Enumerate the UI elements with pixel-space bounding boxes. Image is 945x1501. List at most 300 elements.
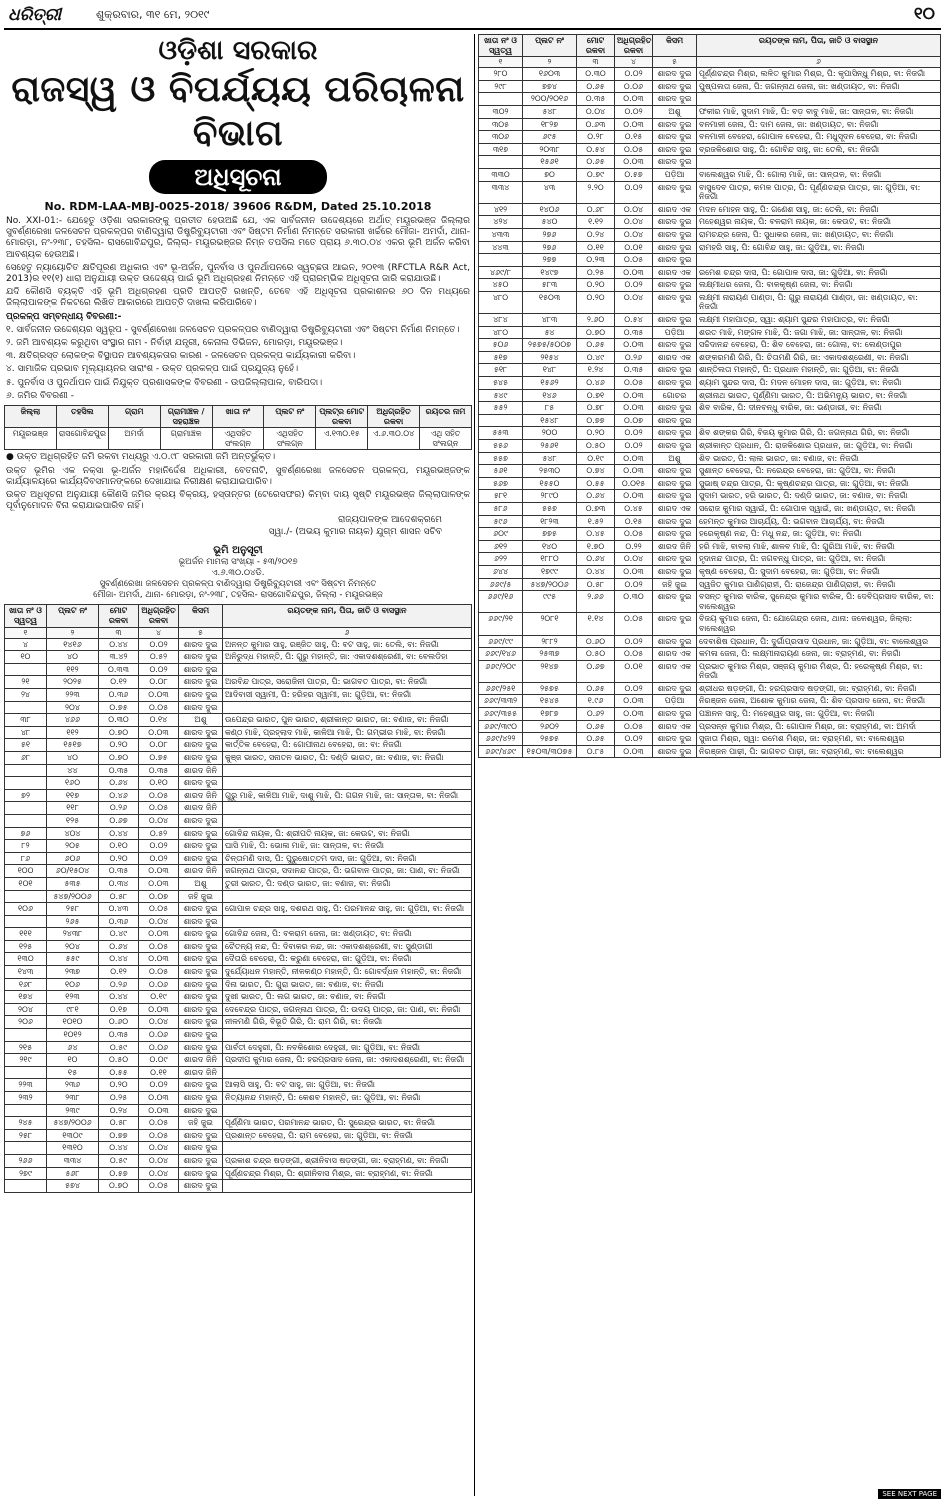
table-cell: ଶାରଦ ଦୁଇ (179, 1092, 223, 1105)
table-cell: ୪୮ (5, 726, 47, 739)
table-row (479, 254, 941, 267)
table-cell: ସୁଭାଷ୍ ଚନ୍ଦ୍ର ପାତ୍ର, ପି: କୃଷ୍ଣଚନ୍ଦ୍ର ପାତ୍ର, ଜା: ଗୁଡ଼ିଆ, ବା: ନିଜଗାଁ (697, 477, 941, 490)
table-cell: ୧୭୯୯ (523, 565, 577, 578)
table-cell: ୪୨୪ (479, 216, 523, 229)
table-cell: ୦.୨୪ (577, 228, 615, 241)
table-cell: ୦.୩୫ (139, 764, 179, 777)
notice-para-2: ସେହେତୁ ନ୍ୟାୟୋଚିତ କ୍ଷତିପୂରଣ ଅଧିକାର ଏବଂ ଭୂ-ଅର୍ଜନ, ପୁନର୍ବାସ ଓ ପୁନର୍ଥାପନରେ ସ୍ୱଚ୍ଛତା ଆଇନ, ୨୦୧୩ (RFCTLA R&R Act, 2013)ର ୧୧(୧) ଧାରା ଅନୁଯାୟୀ ଉକ୍ତ ଉଦ୍ଦେଶ୍ୟ ପାଇଁ ଭୂମି ଅଧିଗ୍ରହଣ ନିମନ୍ତେ ଏହି ପ୍ରାରମ୍ଭିକ ଅଧିସୂଚନା ଜାରି କରାଯାଉଛି। (6, 262, 470, 285)
table-cell: ୦.୧୯ (577, 452, 615, 465)
table-row (479, 326, 941, 339)
table-cell: ୧୦ (5, 651, 47, 664)
table-cell: ୩୧୭ (479, 143, 523, 156)
info-cell: ଏଥିସହିତ ସଂଲଗ୍ନ (264, 428, 316, 450)
table-cell: ୦.୦୪ (577, 105, 615, 118)
table-cell: ୭୭୫ (523, 528, 577, 541)
table-cell: ୦.୫୫ (577, 477, 615, 490)
table-cell: ୫୬୮ (47, 1167, 99, 1180)
table-cell: ୫୪୦ (523, 216, 577, 229)
table-cell: ଅଶୁ (179, 714, 223, 727)
table-row (479, 452, 941, 465)
table-cell: ଶାରଦ ଦୁଇ (179, 915, 223, 928)
table-cell: ଶିବ ଭାରତ, ପି: ଲାଲ ଭାରତ, ଜା: ବଣାଜ, ବା: ନିଜଗାଁ (697, 452, 941, 465)
table-row (5, 651, 472, 664)
table-row (479, 427, 941, 440)
table-cell: ୦.୦୪ (139, 1142, 179, 1155)
table-row (479, 682, 941, 695)
table-cell: ୦.୦୮ (139, 739, 179, 752)
table-cell: ୦.୦୮ (139, 676, 179, 689)
table-cell: ୦.୧୧ (139, 1066, 179, 1079)
table-row (5, 865, 472, 878)
column-header: କିସମ (179, 605, 223, 627)
table-cell: ଶାରଦ ଦୁଇ (653, 254, 697, 267)
table-cell: ୦.୩୫ (99, 764, 139, 777)
table-row (5, 877, 472, 890)
table-cell: ୦.୪୯ (577, 351, 615, 364)
table-cell: ଶାରଦ ଦୁଇ (653, 414, 697, 427)
table-cell: ୧୪୯୭ (523, 266, 577, 279)
table-cell (5, 814, 47, 827)
table-cell: ଶାରଦ ଦୁଇ (179, 928, 223, 941)
table-row (5, 739, 472, 752)
table-cell: ୦.୫୦ (577, 648, 615, 661)
table-cell: ୦.୦୨ (615, 279, 653, 292)
table-cell: ୬୮ (5, 751, 47, 764)
table-cell: ୬୬୯/୯୯ (479, 635, 523, 648)
table-row (5, 1142, 472, 1155)
table-cell: ୦.୫୮ (99, 890, 139, 903)
info-cell: ଅଧିଗ୍ରହିତ ରକବା (368, 406, 420, 428)
table-cell: ଶାରଦ ଦୁଇ (179, 953, 223, 966)
table-cell: ଅଶୁ (179, 877, 223, 890)
table-cell: ୨୨୩ (5, 1079, 47, 1092)
table-cell: ୦.୦୫ (139, 701, 179, 714)
table-cell: ୦.୭୩ (577, 502, 615, 515)
table-cell: ୬୬୯/୨୧ (479, 613, 523, 635)
table-cell: ଅନିରୁଦ୍ଧ ମହାନ୍ତି, ପି: ଗୁରୁ ମହାନ୍ତି, ଜା: ଏକାଦଶଶ୍ରେଣୀ, ବା: ବେଲଡିହା (223, 651, 472, 664)
column-header: ମୋଟ ରକବା (99, 605, 139, 627)
table-cell: ୧୦ (47, 1054, 99, 1067)
table-cell: ୦.୦୫ (615, 528, 653, 541)
table-cell: ୨୭୯ (5, 1167, 47, 1180)
table-cell: ୧.୧୪ (577, 613, 615, 635)
table-cell: ମଦନ ମୋହନ ସାହୁ, ପି: ଗଣେଶ ସାହୁ, ଜା: ତେଲି, ବା: ନିଜଗାଁ (697, 203, 941, 216)
column-header: ଖାତା ନଂ ଓ ସ୍ୱତ୍ୱ (5, 605, 47, 627)
table-cell: ୧୮୮୦ (523, 553, 577, 566)
table-cell: ୧୦୬ (5, 903, 47, 916)
column-header: ରୟତଙ୍କ ନାମ, ପିତା, ଜାତି ଓ ବାସସ୍ଥାନ (223, 605, 472, 627)
info-cell: ଏଥିସହିତ ସଂଲଗ୍ନ (212, 428, 264, 450)
table-cell: ୦.୪୪ (99, 1142, 139, 1155)
table-cell: ୨୫୬୧ (523, 440, 577, 453)
table-cell: ୦.୦୩ (615, 402, 653, 415)
table-cell: ୨୭୬ (523, 228, 577, 241)
column-number: ୩ (577, 57, 615, 68)
table-row (479, 203, 941, 216)
column-number: ୫ (179, 627, 223, 638)
table-cell: ୫୧୭ (479, 351, 523, 364)
table-cell: ୦.୦୪ (615, 291, 653, 313)
table-row (5, 852, 472, 865)
table-row (479, 156, 941, 169)
table-cell: ୨୩୯ (47, 1104, 99, 1117)
table-cell: ୦.୦୫ (615, 254, 653, 267)
table-row (479, 440, 941, 453)
table-cell: ୦.୦୫ (615, 648, 653, 661)
table-cell: ଶାନ୍ତିଲତା ମହାନ୍ତି, ପି: ପ୍ରଧାନ ମହାନ୍ତି, ଜା: ଗୁଡ଼ିଆ, ବା: ନିଜଗାଁ (697, 364, 941, 377)
table-cell: ପଞ୍ଚାନନ ସାହୁ, ପି: ମହେଶ୍ୱର ସାହୁ, ଜା: ଗୁଡ଼ିଆ, ବା: ନିଜଗାଁ (697, 708, 941, 721)
table-cell: ୧୦୧ (5, 877, 47, 890)
table-cell: ୦.୦୫ (139, 903, 179, 916)
table-cell: ଲକ୍ଷ୍ମୀ ମହାପାତ୍ର, ସ୍ୱା: ଶ୍ୟାମ ସୁନ୍ଦର ମହାପାତ୍ର, ବା: ନିଜଗାଁ (697, 314, 941, 327)
table-cell: ଶାରଦ ଏକ (653, 502, 697, 515)
table-cell: ୦.୦୨ (615, 733, 653, 746)
table-cell: ୬୬୯/୪୨୨ (479, 733, 523, 746)
table-cell: ଶାରଦ ଦୁଇ (179, 827, 223, 840)
table-cell: ଶାରଦ ଦୁଇ (653, 745, 697, 758)
table-cell: ପ୍ରସନ୍ନ କୁମାର ମିଶ୍ର, ପି: ଗୋପାଳ ମିଶ୍ର, ଜା: ବ୍ରାହ୍ମଣ, ବା: ଅମର୍ଦା (697, 720, 941, 733)
table-cell: ୨୦୬ (5, 1016, 47, 1029)
table-cell: ୦.୫୭ (99, 1167, 139, 1180)
table-cell: ନୀଳମଣି ଗିରି, ବିଭୂତି ଗିରି, ପି: ରାମ ଗିରି, ବା: ନିଜଗାଁ (223, 1016, 472, 1029)
table-cell: ଘାସି ମାଝି, ପି: ଭୋଳା ମାଝି, ଜା: ସାନ୍ତାଳ, ବା: ନିଜଗାଁ (223, 840, 472, 853)
table-cell: ୦.୦୩ (139, 877, 179, 890)
table-cell: ୦.୦୭ (615, 414, 653, 427)
table-cell: ୫୪୯ (479, 389, 523, 402)
table-row (479, 351, 941, 364)
table-cell: ୦.୫୮ (99, 1117, 139, 1130)
table-cell: ୦.୫୨ (139, 827, 179, 840)
table-cell: ୦.୦୩ (139, 1092, 179, 1105)
table-cell: ପଡ଼ିଆ (653, 695, 697, 708)
table-cell: ଶାରଦ ଦୁଇ (179, 1142, 223, 1155)
table-cell: ଶିବ ଶଙ୍କର ଗିରି, ବିଜୟ କୁମାର ଗିରି, ପି: ଜଗନ୍ନାଥ ଗିରି, ବା: ନିଜଗାଁ (697, 427, 941, 440)
table-cell: ସୁଜାତା ମିଶ୍ର, ସ୍ୱା: ରମେଶ ମିଶ୍ର, ଜା: ବ୍ରାହ୍ମଣ, ବା: ବାଲେଶ୍ୱର (697, 733, 941, 746)
table-cell: ଶାରଦ ଦୁଇ (653, 591, 697, 613)
table-cell: ୦.୦୩ (139, 928, 179, 941)
table-cell: ୦.୬୦ (577, 635, 615, 648)
table-cell: ପୂର୍ଣ୍ଣିମା ଭାରତ, ପରମାନନ୍ଦ ଭାରତ, ପି: ସୁରେନ୍ଦ୍ର ଭାରତ, ବା: ନିଜଗାଁ (223, 1117, 472, 1130)
info-cell: ରାସଗୋବିନ୍ଦପୁର (56, 428, 108, 450)
table-cell: ୧୩୦ (5, 953, 47, 966)
table-cell: ୨୬୦୨ (523, 720, 577, 733)
table-cell: ହରେକୃଷ୍ଣ ନନ୍ଦ, ପି: ମଧୁ ନନ୍ଦ, ଜା: ଗୁଡ଼ିଆ, ବା: ନିଜଗାଁ (697, 528, 941, 541)
table-cell: ଶାରଦ ଦୁଇ (179, 1129, 223, 1142)
table-cell: ୦.୩୦ (99, 714, 139, 727)
table-cell: ୦.୫୫ (99, 1066, 139, 1079)
table-cell: ଶିବ ବାରିକ, ପି: ଦୀନବନ୍ଧୁ ବାରିକ, ଜା: ଭଣ୍ଡାରୀ, ବା: ନିଜଗାଁ (697, 402, 941, 415)
table-cell: ଶାରଦ ଦୁଇ (653, 118, 697, 131)
table-cell: ୫୪୭/୨୦୦୬ (523, 578, 577, 591)
schedule-line-3: ସୁବର୍ଣ୍ଣରେଖା ଜଳସେଚନ ପ୍ରକଳ୍ପ ବାଣିଦ୍ୱାରା ଡିଷ୍ଟ୍ରିବ୍ୟୁଟାରୀ ଏବଂ ସିଷ୍ଟମ ନିମନ୍ତେ (99, 579, 377, 590)
table-cell: ୩.୪୨ (99, 651, 139, 664)
table-cell: ୨୫୩୭ (523, 648, 577, 661)
table-cell: ୨୧୫୪ (523, 351, 577, 364)
table-cell: ଅଶୁ (653, 452, 697, 465)
table-cell: ଗୋବିନ୍ଦ ଜେନା, ପି: ବଳରାମ ଜେନା, ଜା: ଖଣ୍ଡାୟତ, ବା: ନିଜଗାଁ (223, 928, 472, 941)
table-cell: ୪୪୩ (479, 241, 523, 254)
table-cell: ୦.୦୨ (139, 840, 179, 853)
table-cell: ୦.୦୫ (615, 377, 653, 390)
table-cell: ୪୬୯/୮ (479, 266, 523, 279)
table-cell: ୫୫୭ (479, 452, 523, 465)
column-number: ୪ (615, 57, 653, 68)
table-cell: ୦.୦୬ (139, 1041, 179, 1054)
table-cell (223, 814, 472, 827)
table-cell: ଶାରଦ ଦୁଇ (179, 1154, 223, 1167)
table-cell: ଦେବାଶିଷ ପ୍ରଧାନ, ପି: ଦୁର୍ଗାପ୍ରସାଦ ପ୍ରଧାନ, ଜା: ଗୁଡ଼ିଆ, ବା: ବାଲେଶ୍ୱର (697, 635, 941, 648)
table-cell: ସୁଶାନ୍ତ ବେହେରା, ପି: ନରେନ୍ଦ୍ର ବେହେରା, ଜା: ଗୁଡ଼ିଆ, ବା: ନିଜଗାଁ (697, 465, 941, 478)
column-header: ପ୍ଲଟ ନଂ (47, 605, 99, 627)
table-cell: ଜହି ଜୁଇ (653, 578, 697, 591)
table-cell: ଶାରଦ ଦୁଇ (179, 852, 223, 865)
table-cell: ୨୮୮୨ (523, 635, 577, 648)
table-cell: କୃଷ୍ଣ ବେହେରା, ପି: ସୁଦାମ ବେହେରା, ଜା: ଗୁଡ଼ିଆ, ବା: ନିଜଗାଁ (697, 565, 941, 578)
table-row (479, 490, 941, 503)
dept-title: ରାଜସ୍ୱ ଓ ବିପର୍ଯ୍ୟୟ ପରିଚାଳନା ବିଭାଗ (11, 69, 465, 154)
table-cell: କଣ୍ଠ ମାଝି, ପ୍ରହ୍ଲାଦ ମାଝି, କାଳିଆ ମାଝି, ପି: ଗମ୍ଭୀର ମାଝି, ବା: ନିଜଗାଁ (223, 726, 472, 739)
table-cell: ୦.୦୩ (615, 708, 653, 721)
table-cell: ଶଙ୍କରମଣି ଗିରି, ପି: ଚିତାମଣି ଗିରି, ଜା: ଏକାଦଶଶ୍ରେଣୀ, ବା: ନିଜଗାଁ (697, 351, 941, 364)
signature-line-2: ସ୍ୱା./- (ଅଭୟ କୁମାର ନାୟକ) ଯୁଗ୍ମ ଶାସନ ସଚିବ (268, 527, 442, 538)
table-cell: ୨୩୭ (47, 966, 99, 979)
masthead: ଧରିତ୍ରୀ (8, 5, 62, 25)
table-cell: ୦.୦୩ (139, 726, 179, 739)
table-cell: ଶାରଦ ଦୁଇ (653, 314, 697, 327)
table-cell: ୦.୦୫ (615, 720, 653, 733)
table-cell: ଶାରଦ ଦୁଇ (179, 1180, 223, 1193)
table-cell: ଶାରଦ ଦୁଇ (653, 465, 697, 478)
table-cell: ସୁଦାମ ଭାରତ, ହରି ଭାରତ, ପି: ଦଣ୍ଡି ଭାରତ, ଜା: ବଣାଜ, ବା: ନିଜଗାଁ (697, 490, 941, 503)
table-cell: ୨୦୦/୨୦୧୬ (523, 93, 577, 106)
table-cell: ଚୈତନ୍ୟ ନନ୍ଦ, ପି: ଦିବାକର ନନ୍ଦ, ଜା: ଏକାଦଶଶ୍ରେଣୀ, ବା: ସୁଣ୍ଡାଗୀ (223, 940, 472, 953)
table-cell: ୦.୪୫ (615, 502, 653, 515)
table-cell: ଗୋବିନ୍ଦ ନାୟକ, ପି: ଶ୍ରୀପତି ନାୟକ, ଜା: କେଉଟ, ବା: ନିଜଗାଁ (223, 827, 472, 840)
table-cell: ଶାରଦ ଦୁଇ (653, 440, 697, 453)
table-cell: ୦.୨୦ (99, 739, 139, 752)
table-cell: ଶାରଦ ଦୁଇ (179, 1016, 223, 1029)
table-cell: ୦.୦୨ (615, 440, 653, 453)
table-cell: ଶାରଦ ଦୁଇ (179, 840, 223, 853)
table-cell: ୦.୨୦ (577, 427, 615, 440)
table-cell: ୦.୦୪ (615, 553, 653, 566)
table-cell: ଶାରଦ ଦୁଇ (179, 1003, 223, 1016)
table-row (479, 228, 941, 241)
column-header: ମୋଟ ରକବା (577, 35, 615, 57)
table-cell: ଶାରଦ ଦୁଇ (653, 733, 697, 746)
table-row (5, 1167, 472, 1180)
table-cell: ଶାରଦ ଦୁଇ (179, 903, 223, 916)
table-cell: ୦.୩୫ (577, 93, 615, 106)
table-cell: ୦.୧୦ (99, 840, 139, 853)
table-cell (697, 156, 941, 169)
table-cell: ୦.୦୩ (615, 565, 653, 578)
table-cell: ୦.୬୫ (577, 733, 615, 746)
table-cell: ୦.୦୨ (615, 578, 653, 591)
table-row (5, 1041, 472, 1054)
table-cell: ୦.୦୩ (615, 490, 653, 503)
table-cell: ୦.୬୪ (577, 553, 615, 566)
table-cell: ଶାରଦ ଏକ (653, 660, 697, 682)
table-cell: ୦.୦୨ (139, 638, 179, 651)
project-item: ୬. ଜମିର ବିବରଣୀ - (6, 390, 74, 401)
info-cell: ମୟୂରଭଞ୍ଜ (5, 428, 57, 450)
table-cell: ୬୬୯/୩୩୨ (479, 695, 523, 708)
project-item: ୫. ପୁନର୍ବାସ ଓ ପୁନର୍ଥାପନ ପାଇଁ ନିଯୁକ୍ତ ପ୍ରଶାସକଙ୍କ ବିବରଣୀ - ଉପଜିଲ୍ଲାପାଳ, ବାରିପଦା। (6, 377, 323, 388)
table-row (5, 966, 472, 979)
table-cell: ୨୧୪୭ (523, 660, 577, 682)
table-cell: ୦.୦୫ (139, 789, 179, 802)
table-cell: ୧୫୬୨ (523, 377, 577, 390)
table-cell (223, 1180, 472, 1193)
table-cell: ୨୬୫ (47, 915, 99, 928)
table-cell: ୦.୫୯ (99, 1154, 139, 1167)
table-cell: ୦.୫୨ (139, 651, 179, 664)
table-cell: ଶାରଦ ଦୁଇ (653, 80, 697, 93)
table-cell: ଗୋପାଳ ଚନ୍ଦ୍ର ସାହୁ, ଦଶରଥ ସାହୁ, ପି: ପରମାନନ୍ଦ ସାହୁ, ଜା: ଗୁଡ଼ିଆ, ବା: ନିଜଗାଁ (223, 903, 472, 916)
table-cell: ଦୁଖୀ ଭାରତ, ପି: ଲଗ ଭାରତ, ଜା: ବଣାଜ, ବା: ନିଜଗାଁ (223, 991, 472, 1004)
table-row (5, 1054, 472, 1067)
table-row (479, 414, 941, 427)
table-cell: ୨୪୩୮ (47, 928, 99, 941)
table-row (479, 105, 941, 118)
table-cell: ୧୧୭ (47, 789, 99, 802)
table-cell: ୦.୦୩ (615, 339, 653, 352)
table-cell: ଚିନ୍ତାମଣି ଦାସ, ପି: ପୁରୁଷୋତ୍ତମ ଦାସ, ଜା: ଗୁଡ଼ିଆ, ବା: ନିଜଗାଁ (223, 852, 472, 865)
table-row (479, 168, 941, 181)
table-cell: ପୂର୍ଣ୍ଣଚନ୍ଦ୍ର ମିଶ୍ର, ପି: ଶ୍ରୀନିବାସ ମିଶ୍ର, ଜା: ବ୍ରାହ୍ମଣ, ବା: ନିଜଗାଁ (223, 1167, 472, 1180)
table-cell: ୦.୬୫ (577, 339, 615, 352)
table-cell: ୪୩୩ (479, 228, 523, 241)
table-row (5, 802, 472, 815)
table-cell (223, 764, 472, 777)
table-cell: ୩୦୨ (479, 105, 523, 118)
table-cell: ୫୮୩ (523, 279, 577, 292)
table-cell: ନିତ୍ୟାନନ୍ଦ ମହାନ୍ତି, ପି: କେଶବ ମହାନ୍ତି, ଜା: ଗୁଡ଼ିଆ, ବା: ନିଜଗାଁ (223, 1092, 472, 1105)
table-cell (5, 764, 47, 777)
table-cell (5, 1142, 47, 1155)
table-cell: ୦.୨୦ (577, 291, 615, 313)
table-cell: ୦.୬୫ (577, 156, 615, 169)
table-cell: ଶାରଦ ଦୁଇ (179, 978, 223, 991)
table-cell: ୨୫୭୫ (523, 682, 577, 695)
table-cell: ଶାରଦ ଦୁଇ (179, 651, 223, 664)
table-row (479, 733, 941, 746)
table-cell: ୦.୪୪ (99, 638, 139, 651)
table-row (479, 216, 941, 229)
table-cell (223, 890, 472, 903)
table-cell: ଦୁର୍ଯ୍ୟୋଧନ ମହାନ୍ତି, ନୀଳକଣ୍ଠ ମହାନ୍ତି, ପି: ଗୋବର୍ଦ୍ଧନ ମହାନ୍ତି, ବା: ନିଜଗାଁ (223, 966, 472, 979)
table-cell: ପ୍ରଶାନ୍ତ ବେହେରା, ପି: ରାମ ବେହେରା, ଜା: ଗୁଡ଼ିଆ, ବା: ନିଜଗାଁ (223, 1129, 472, 1142)
table-cell: ହେମନ୍ତ କୁମାର ଆଚାର୍ଯ୍ୟ, ପି: ଭଗବାନ ଆଚାର୍ଯ୍ୟ, ବା: ନିଜଗାଁ (697, 515, 941, 528)
table-cell (479, 156, 523, 169)
table-cell (223, 1142, 472, 1155)
table-cell: ୫୮୧ (479, 490, 523, 503)
table-cell: ୫୯୬ (479, 515, 523, 528)
table-cell: ୧୧୨ (47, 663, 99, 676)
table-row (479, 502, 941, 515)
table-cell: ଅଶୁ (653, 105, 697, 118)
table-cell: ୪୩ (523, 181, 577, 203)
table-cell: ଅନନ୍ତ କୁମାର ସାହୁ, ରଞ୍ଜିତ ସାହୁ, ପି: ବଟ ସାହୁ, ଜା: ତେଲି, ବା: ନିଜଗାଁ (223, 638, 472, 651)
table-cell: ଲକ୍ଷ୍ମୀ ନାରାୟଣ ପାଣ୍ଡା, ପି: ଗୁରୁ ନାରାୟଣ ପାଣ୍ଡା, ଜା: ଖଣ୍ଡାୟତ, ବା: ନିଜଗାଁ (697, 291, 941, 313)
column-header: ପ୍ଲଟ ନଂ (523, 35, 577, 57)
column-divider (474, 34, 475, 1496)
table-row (479, 565, 941, 578)
note-2: ଉକ୍ତ ଭୂମିର ଏକ ନକ୍ସା ଭୂ-ଅର୍ଜନ ମହାନିର୍ଦ୍ଦେଶ ଅଧିକାରୀ, ବେତନାଟି, ସୁବର୍ଣ୍ଣରେଖା ଜଳସେଚନ ପ୍ରକଳ୍ପ, ମୟୂରଭଞ୍ଜଙ୍କ କାର୍ଯ୍ୟାଳୟରେ କାର୍ଯ୍ୟଦିବସମାନଙ୍କରେ ଦେଖାଯାଇ ନିରୀକ୍ଷଣ କରାଯାଇପାରିବ। (6, 465, 470, 487)
table-cell (5, 1029, 47, 1042)
table-cell: ୨୦୪ (5, 1003, 47, 1016)
table-cell: ୦.୦୨ (615, 68, 653, 81)
table-cell: ୦.୭୭ (99, 1129, 139, 1142)
table-cell (223, 701, 472, 714)
table-cell (223, 1104, 472, 1117)
table-cell: ୫୫୭ (523, 502, 577, 515)
table-cell: ୬୬୯/୩୯୦ (479, 720, 523, 733)
table-cell: ୦.୦୩ (615, 695, 653, 708)
table-cell: ୦.୬୫ (577, 720, 615, 733)
table-cell: ୦.୦୩ (615, 156, 653, 169)
table-cell: ୧୦୦ (5, 865, 47, 878)
table-cell: ଶାରଦ ଦୁଇ (653, 279, 697, 292)
table-cell: ୦.୩୬ (99, 915, 139, 928)
info-cell: ପ୍ଲଟ ନଂ (264, 406, 316, 428)
table-row (479, 181, 941, 203)
table-cell (223, 915, 472, 928)
table-cell: ୫୫୯ (47, 953, 99, 966)
table-cell: ଶାରଦ ଦୁଇ (653, 402, 697, 415)
table-cell: ୫୫୨ (479, 402, 523, 415)
table-cell: ୨୦୮୧ (523, 613, 577, 635)
table-cell: ୦.୦୩ (139, 689, 179, 702)
info-cell: ଗ୍ରାମାଞ୍ଚଳ / ସହରାଞ୍ଚଳ (160, 406, 212, 428)
table-cell: ୨୩୮ (47, 1092, 99, 1105)
table-cell: ୧୪୮ (523, 364, 577, 377)
table-cell: ୫୫୬ (479, 440, 523, 453)
table-cell: ୧୫୫୦ (523, 477, 577, 490)
table-cell: ପାର୍ବତୀ ଦେହୁରୀ, ପି: ନବକିଶୋର ଦେହୁରୀ, ଜା: ଗୁଡ଼ିଆ, ବା: ନିଜଗାଁ (223, 1041, 472, 1054)
table-row (479, 613, 941, 635)
table-cell: ୦.୪୪ (99, 827, 139, 840)
table-cell: ବ୍ରଜକିଶୋର ସାହୁ, ପି: ଗୋବିନ୍ଦ ସାହୁ, ଜା: ତେଲି, ବା: ନିଜଗାଁ (697, 143, 941, 156)
table-cell: ୦.୬୮ (577, 203, 615, 216)
table-cell: ଶାରଦ ଦୁଇ (653, 490, 697, 503)
table-cell: ଶାରଦ ଏକ (653, 203, 697, 216)
table-cell: ଜଗନ୍ନାଥ ପାତ୍ର, ସଦାନନ୍ଦ ପାତ୍ର, ପି: ଭଗବାନ ପାତ୍ର, ଜା: ପାଣ, ବା: ନିଜଗାଁ (223, 865, 472, 878)
table-cell: ୨୦୨୫ (47, 676, 99, 689)
table-cell: ୬୯୫ (523, 131, 577, 144)
table-row (5, 777, 472, 790)
table-cell: ୦.୪୬ (577, 377, 615, 390)
table-row (5, 1180, 472, 1193)
table-cell: ୦.୪୪ (99, 953, 139, 966)
table-cell: ୧.୭୦ (577, 540, 615, 553)
table-cell: ୦.୬୦ (99, 1016, 139, 1029)
schedule-table-right (478, 34, 941, 758)
table-cell: କାର୍ତ୍ତିକ ବେହେରା, ପି: ଗୋପୀନାଥ ବେହେରା, ଜା: ବା: ନିଜଗାଁ (223, 739, 472, 752)
table-cell: ୨୫୮ (5, 1129, 47, 1142)
table-cell: ୦.୩୫ (99, 1029, 139, 1042)
table-cell: ୬୬୯/୧୪୬ (479, 648, 523, 661)
table-row (479, 528, 941, 541)
table-cell: ୨୦୫ (47, 840, 99, 853)
table-cell: ୧୫୧୭ (47, 739, 99, 752)
table-cell: ଶାରଦ ଦୁଇ (653, 708, 697, 721)
table-cell: ୨୪ (5, 689, 47, 702)
table-cell: ଶାରଦ ଦୁଇ (653, 216, 697, 229)
table-cell: ୧୫ (47, 1066, 99, 1079)
table-cell: ୧୨୩ (47, 991, 99, 1004)
